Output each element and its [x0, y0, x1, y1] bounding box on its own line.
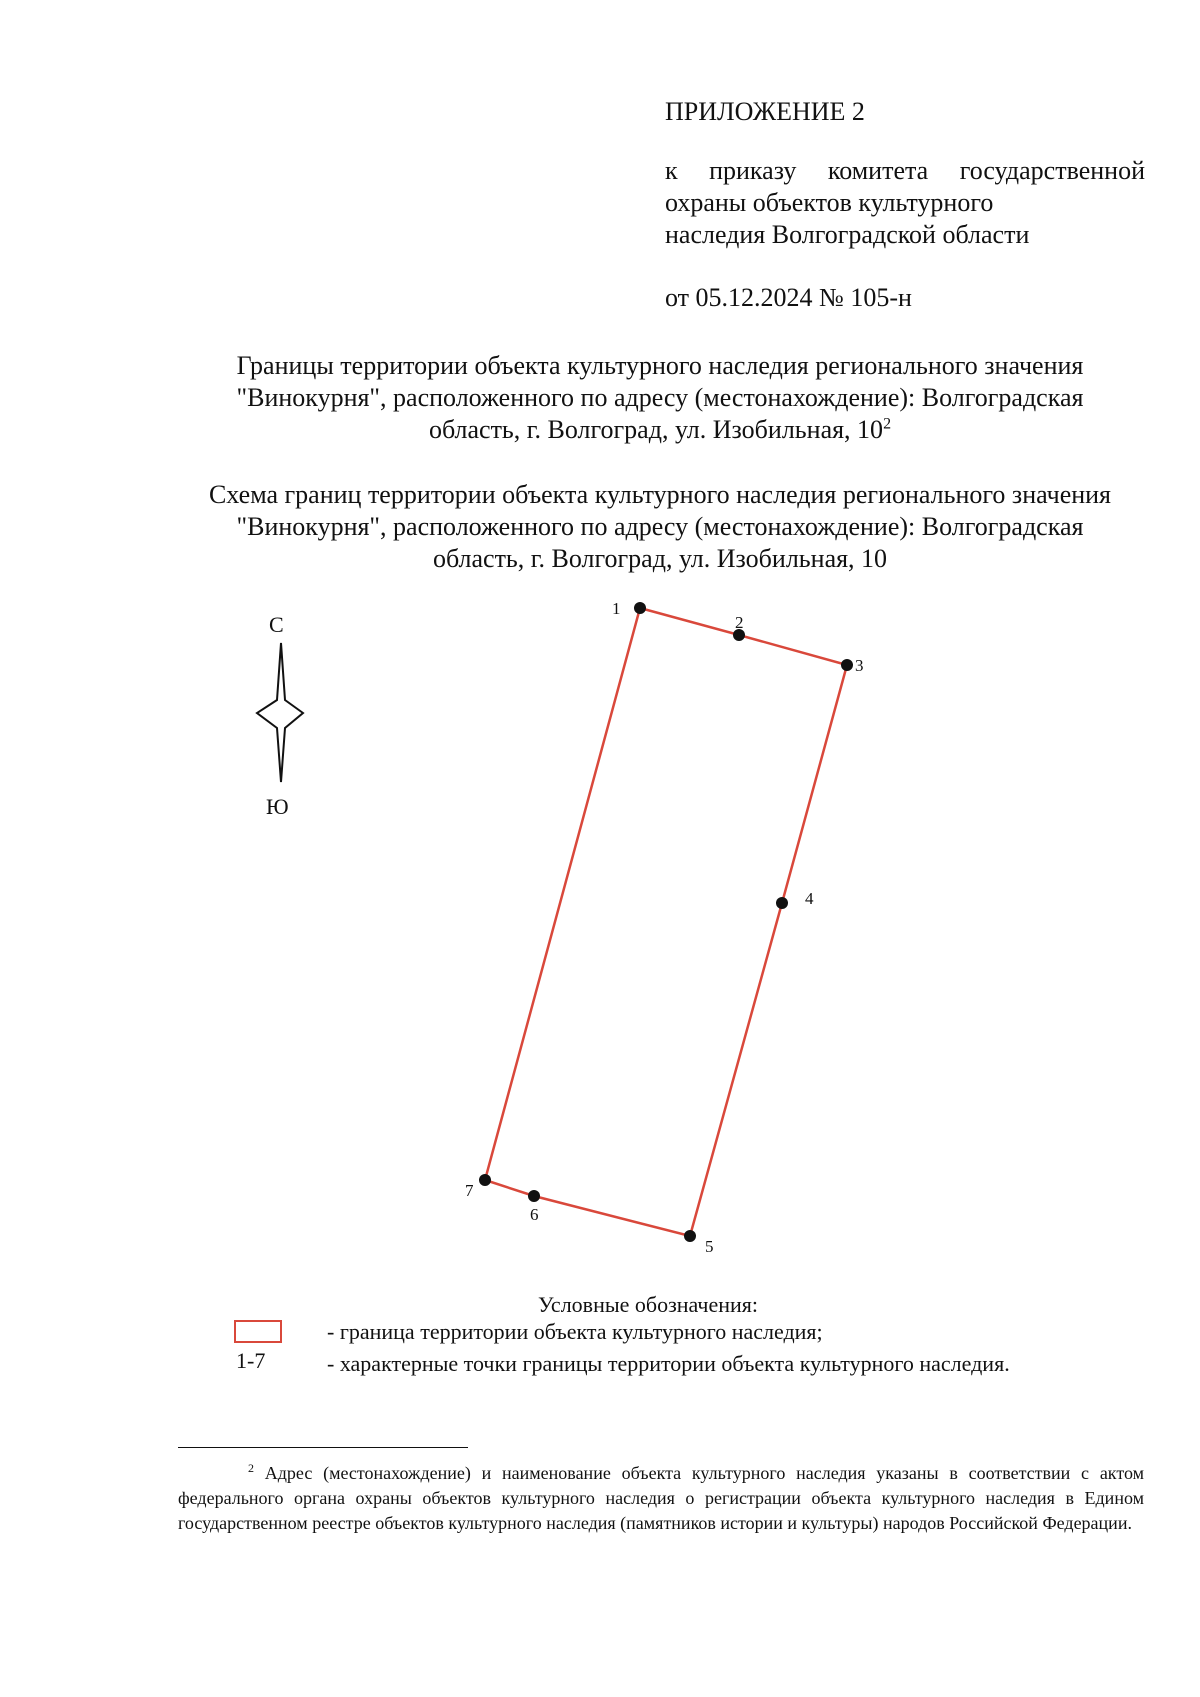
order-date: от 05.12.2024 № 105-н: [665, 283, 912, 312]
boundary-point-1: [634, 602, 646, 614]
legend-boundary-swatch: [234, 1320, 282, 1343]
legend-boundary-desc: - граница территории объекта культурного наследия;: [327, 1319, 823, 1344]
document-title-text: Границы территории объекта культурного наследия регионального значения "Винокурня", расположенного по адресу (местонахождение): Волгоградская область, г. Волгоград, ул. Изобильная, 10: [236, 351, 1084, 444]
point-label-7: 7: [465, 1181, 474, 1200]
legend-points-range: 1-7: [236, 1348, 266, 1373]
boundary-polygon: [485, 608, 847, 1236]
point-label-1: 1: [612, 599, 621, 618]
point-label-6: 6: [530, 1205, 539, 1224]
point-label-4: 4: [805, 889, 814, 908]
footnote-mark: 2: [248, 1461, 254, 1475]
legend-points-desc: - характерные точки границы территории объекта культурного наследия.: [327, 1351, 1010, 1376]
appendix-ref-line-2: охраны объектов культурного: [665, 188, 994, 217]
compass-south-label: Ю: [266, 794, 289, 819]
appendix-title: ПРИЛОЖЕНИЕ 2: [665, 97, 865, 126]
footnote-text: Адрес (местонахождение) и наименование объекта культурного наследия указаны в соответствии с актом федерального органа охраны объектов культурного наследия о регистрации объекта культурного наследия в Едином государственном реестре объектов культурного наследия (памятников истории и культуры) народов Российской Федерации.: [178, 1463, 1144, 1533]
point-label-3: 3: [855, 656, 864, 675]
boundary-vertices: [479, 602, 853, 1242]
point-label-2: 2: [735, 613, 744, 632]
title-footnote-mark: 2: [883, 415, 892, 433]
boundary-point-5: [684, 1230, 696, 1242]
boundary-point-7: [479, 1174, 491, 1186]
appendix-ref-line-3: наследия Волгоградской области: [665, 220, 1030, 249]
footnote-divider: [178, 1447, 468, 1448]
compass-rose-icon: [257, 643, 303, 782]
legend-title: Условные обозначения:: [538, 1292, 759, 1317]
point-label-5: 5: [705, 1237, 714, 1256]
footnote: [178, 1461, 1144, 1536]
appendix-ref-line-1: к приказу комитета государственной: [665, 156, 1145, 185]
compass-north-label: С: [269, 612, 284, 637]
boundary-point-4: [776, 897, 788, 909]
boundary-point-3: [841, 659, 853, 671]
scheme-title: Схема границ территории объекта культурного наследия регионального значения "Винокурня", расположенного по адресу (местонахождение): Волгоградская область, г. Волгоград, ул. Изобильная, 10: [208, 480, 1112, 573]
boundary-point-6: [528, 1190, 540, 1202]
